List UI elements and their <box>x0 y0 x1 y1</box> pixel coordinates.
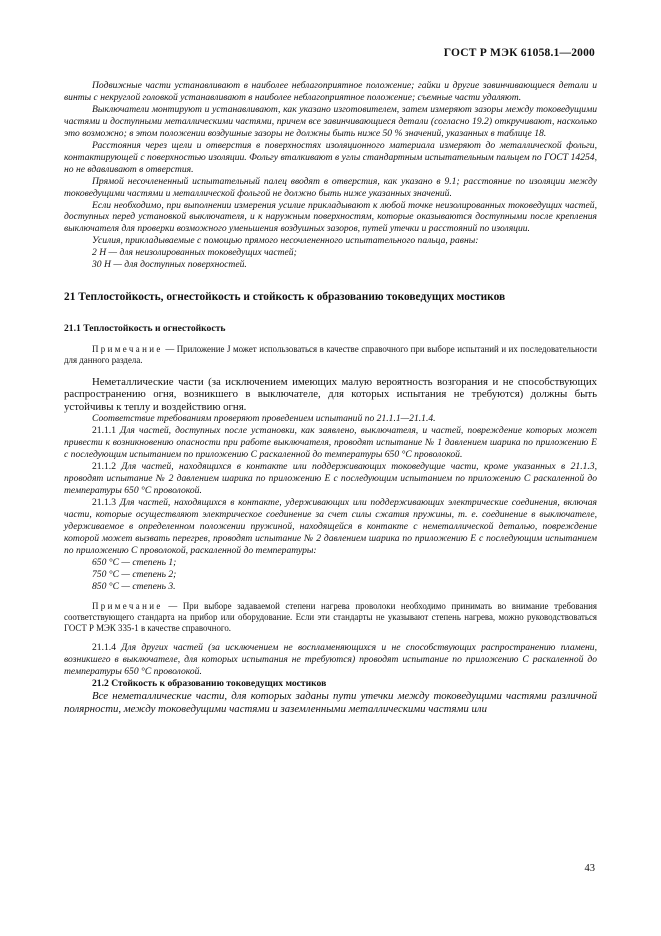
paragraph-movable-parts: Подвижные части устанавливают в наиболее неблагоприятное положение; гайки и другие завинчивающиеся детали и винты с некруглой головкой устанавливают в наиболее неблагоприятное положение; съемные части удаляют. <box>64 80 597 103</box>
paragraph-nonmetallic-parts: Неметаллические части (за исключением имеющих малую вероятность возгорания и не способствующих распространению огня, возникшего в выключателе, для которых испытания не требуются) должны быть устойчивы к теплу и воздействию огня. <box>64 375 597 413</box>
paragraph-compliance-check: Соответствие требованиям проверяют проведением испытаний по 21.1.1—21.1.4. <box>92 413 436 425</box>
page-number: 43 <box>584 863 595 874</box>
paragraph-slot-distances: Расстояния через щели и отверстия в поверхностях изоляционного материала измеряют до металлической фольги, контактирующей с поверхностью изоляции. Фольгу вталкивают в углы стандартным испытательным пальцем по ГОСТ 14254, но не вдавливают в отверстия. <box>64 139 597 175</box>
list-item-degree-1: 650 °С — степень 1; <box>92 556 177 568</box>
note-text: — При выборе задаваемой степени нагрева проволоки необходимо принимать во внимание требования соответствующего стандарта на прибор или оборудование. Если эти стандарты не указывают степень нагрева, можно руководствоваться ГОСТ Р МЭК 335-1 в качестве справочного. <box>64 600 597 634</box>
list-item-force-30n: 30 Н — для доступных поверхностей. <box>92 259 247 271</box>
clause-21-1-2 <box>64 461 597 497</box>
clause-text: Для частей, доступных после установки, как заявлено, выключателя, и частей, повреждение которых может привести к возникновению опасности при работе выключателя, проводят испытание № 1 давлением шарика по приложению Е с последующим испытанием по приложению С раскаленной до температуры 650 °С проволокой. <box>64 425 597 461</box>
section-21-title: 21 Теплостойкость, огнестойкость и стойкость к образованию токоведущих мостиков <box>64 291 506 304</box>
list-item-force-2n: 2 Н — для неизолированных токоведущих частей; <box>92 247 297 259</box>
list-item-degree-3: 850 °С — степень 3. <box>92 580 176 592</box>
subsection-21-1-title: 21.1 Теплостойкость и огнестойкость <box>64 323 226 335</box>
page-body <box>64 80 597 715</box>
clause-number: 21.1.2 <box>92 461 116 473</box>
clause-21-1-1 <box>64 425 597 461</box>
clause-number: 21.1.4 <box>92 642 116 654</box>
note-label: Примечание <box>92 344 163 355</box>
clause-text: Для частей, находящихся в контакте или поддерживающих токоведущие части, кроме указанных в 21.1.3, проводят испытание № 2 давлением шарика по приложению Е с последующим испытанием по приложению С раскаленной до температуры 650 °С проволокой. <box>64 461 597 496</box>
list-item-degree-2: 750 °С — степень 2; <box>92 568 177 580</box>
subsection-21-2-title: 21.2 Стойкость к образованию токоведущих мостиков <box>92 678 327 690</box>
clause-number: 21.1.1 <box>92 425 116 437</box>
clause-21-1-3 <box>64 497 597 557</box>
paragraph-tracking-parts: Все неметаллические части, для которых заданы пути утечки между токоведущими частями различной полярности, между токоведущими частями и заземленными металлическими частями или <box>64 690 597 715</box>
paragraph-forces-intro: Усилия, прикладываемые с помощью прямого несочлененного испытательного пальца, равны: <box>92 235 479 247</box>
paragraph-force-application: Если необходимо, при выполнении измерения усилие прикладывают к любой точке неизолированных токоведущих частей, доступных перед установкой выключателя, и к наружным поверхностям, которые оказываются доступными после крепления выключателя для проверки возможного уменьшения воздушных зазоров, путей утечки и расстояний по изоляции. <box>64 199 597 235</box>
clause-text: Для других частей (за исключением не воспламеняющихся и не способствующих распространению пламени, возникшего в выключателе, для которых испытания не требуются) проводят испытание по приложению С раскаленной до температуры 650 °С проволокой. <box>64 642 597 678</box>
clause-number: 21.1.3 <box>92 496 116 508</box>
standard-header: ГОСТ Р МЭК 61058.1—2000 <box>443 47 595 59</box>
paragraph-test-finger: Прямой несочлененный испытательный палец вводят в отверстия, как указано в 9.1; расстояние по изоляции между токоведущими частями и металлической фольгой не должно быть ниже указанных значений. <box>64 175 597 199</box>
clause-text: Для частей, находящихся в контакте, удерживающих или поддерживающих электрические соединения, включая части, которые осуществляют электрическое соединение за счет силы сжатия пружины, т. е. соединение в выключателе, удерживаемое в определенном положении пружиной, находящейся в контакте с неметаллической деталью, повреждение которой может вызвать перегрев, проводят испытание № 2 давлением шарика по приложению Е с последующим испытанием по приложению С проволокой, раскаленной до температуры: <box>64 496 597 556</box>
note-annex-j <box>64 344 597 367</box>
note-text: — Приложение J может использоваться в качестве справочного при выборе испытаний и их последовательности для данного раздела. <box>64 344 597 366</box>
paragraph-switch-mounting: Выключатели монтируют и устанавливают, как указано изготовителем, затем измеряют зазоры между токоведущими частями и доступными металлическими частями, причем все завинчивающиеся детали (согласно 19.2) откручивают, насколько это возможно; в этом положении воздушные зазоры не должны быть ниже 50 % значений, указанных в таблице 18. <box>64 103 597 139</box>
note-wire-degree <box>64 601 597 635</box>
note-label: Примечание <box>92 600 163 611</box>
clause-21-1-4 <box>64 642 597 678</box>
